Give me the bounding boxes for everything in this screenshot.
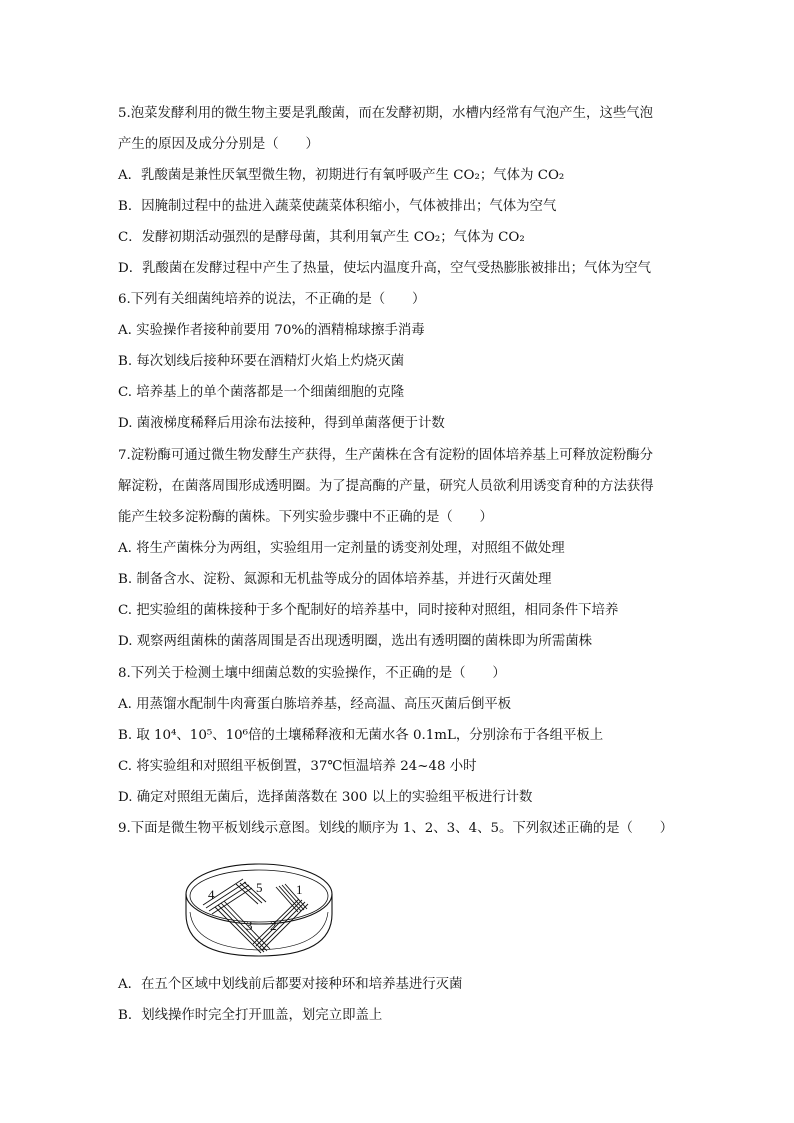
- option-q7-c: C. 把实验组的菌株接种于多个配制好的培养基中，同时接种对照组，相同条件下培养: [118, 603, 619, 618]
- label-1: 1: [296, 882, 303, 897]
- line-q7-1: 7.淀粉酶可通过微生物发酵生产获得，生产菌株在含有淀粉的固体培养基上可释放淀粉酶分: [118, 448, 654, 463]
- option-q5-b: B．因腌制过程中的盐进入蔬菜使蔬菜体积缩小，气体被排出；气体为空气: [118, 199, 557, 214]
- line-q5-2: 产生的原因及成分分别是（ ）: [118, 137, 319, 152]
- option-q6-b: B. 每次划线后接种环要在酒精灯火焰上灼烧灭菌: [118, 354, 405, 369]
- label-2: 2: [270, 918, 277, 933]
- option-q6-c: C. 培养基上的单个菌落都是一个细菌细胞的克隆: [118, 385, 405, 400]
- option-q7-b: B. 制备含水、淀粉、氮源和无机盐等成分的固体培养基，并进行灭菌处理: [118, 572, 552, 587]
- option-q8-c: C. 将实验组和对照组平板倒置，37℃恒温培养 24~48 小时: [118, 759, 477, 774]
- streak-plate-diagram: [184, 852, 334, 958]
- option-q5-d: D．乳酸菌在发酵过程中产生了热量，使坛内温度升高，空气受热膨胀被排出；气体为空气: [118, 261, 651, 276]
- label-5: 5: [256, 880, 263, 895]
- label-3: 3: [246, 918, 253, 933]
- option-q6-a: A. 实验操作者接种前要用 70%的酒精棉球擦手消毒: [118, 323, 425, 338]
- option-q6-d: D. 菌液梯度稀释后用涂布法接种，得到单菌落便于计数: [118, 416, 445, 431]
- line-q6: 6.下列有关细菌纯培养的说法，不正确的是（ ）: [118, 292, 426, 307]
- option-q8-b: B. 取 10⁴、10⁵、10⁶倍的土壤稀释液和无菌水各 0.1mL，分别涂布于各组平板上: [118, 728, 604, 743]
- option-q5-a: A．乳酸菌是兼性厌氧型微生物，初期进行有氧呼吸产生 CO₂；气体为 CO₂: [118, 168, 565, 183]
- option-q9-b: B．划线操作时完全打开皿盖，划完立即盖上: [118, 1008, 383, 1023]
- line-q5-1: 5.泡菜发酵利用的微生物主要是乳酸菌，而在发酵初期，水槽内经常有气泡产生，这些气泡: [118, 106, 654, 121]
- label-4: 4: [208, 887, 215, 902]
- option-q7-a: A. 将生产菌株分为两组，实验组用一定剂量的诱变剂处理，对照组不做处理: [118, 541, 565, 556]
- line-q7-3: 能产生较多淀粉酶的菌株。下列实验步骤中不正确的是（ ）: [118, 510, 493, 525]
- line-q9: 9.下面是微生物平板划线示意图。划线的顺序为 1、2、3、4、5。下列叙述正确的是（ ）: [118, 821, 674, 836]
- option-q9-a: A．在五个区域中划线前后都要对接种环和培养基进行灭菌: [118, 977, 463, 992]
- option-q8-d: D. 确定对照组无菌后，选择菌落数在 300 以上的实验组平板进行计数: [118, 790, 533, 805]
- line-q8: 8.下列关于检测土壤中细菌总数的实验操作，不正确的是（ ）: [118, 666, 506, 681]
- option-q7-d: D. 观察两组菌株的菌落周围是否出现透明圈，选出有透明圈的菌株即为所需菌株: [118, 634, 593, 649]
- option-q8-a: A. 用蒸馏水配制牛肉膏蛋白胨培养基，经高温、高压灭菌后倒平板: [118, 697, 512, 712]
- line-q7-2: 解淀粉，在菌落周围形成透明圈。为了提高酶的产量，研究人员欲利用诱变育种的方法获得: [118, 479, 654, 494]
- option-q5-c: C．发酵初期活动强烈的是酵母菌，其利用氧产生 CO₂；气体为 CO₂: [118, 230, 525, 245]
